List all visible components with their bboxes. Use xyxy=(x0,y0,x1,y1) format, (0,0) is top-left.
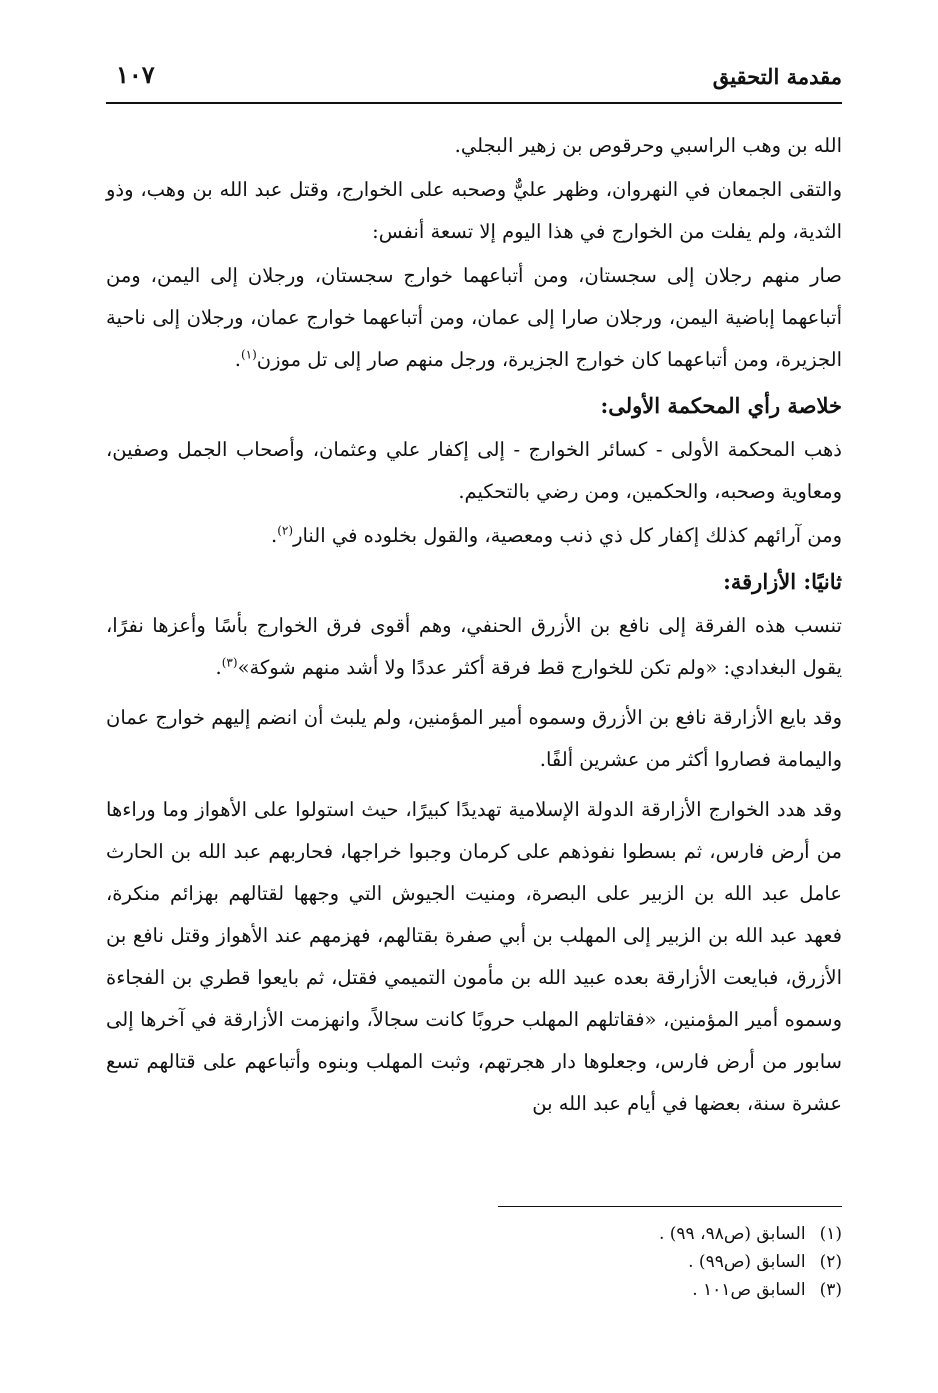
footnote xyxy=(442,1220,842,1248)
paragraph-text: صار منهم رجلان إلى سجستان، ومن أتباعهما خوارج سجستان، ورجلان إلى اليمن، ومن أتباعهما إباضية اليمن، ورجلان صارا إلى عمان، ومن أتباعهما خوارج عمان، ورجلان إلى ناحية الجزيرة، ومن أتباعهما كان خوارج الجزيرة، ورجل منهم صار إلى تل موزن xyxy=(106,264,842,371)
section-heading: خلاصة رأي المحكمة الأولى: xyxy=(600,393,842,418)
footnote-ref: (٣) xyxy=(221,655,238,670)
paragraph: وقد بايع الأزارقة نافع بن الأزرق وسموه أمير المؤمنين، ولم يلبث أن انضم إليهم خوارج عمان واليمامة فصاروا أكثر من عشرين ألفًا. xyxy=(106,706,842,771)
paragraph-text: تنسب هذه الفرقة إلى نافع بن الأزرق الحنفي، وهم أقوى فرق الخوارج بأسًا وأعزها نفرًا، يقول البغدادي: «ولم تكن للخوارج قط فرقة أكثر عددًا ولا أشد منهم شوكة» xyxy=(106,614,842,679)
paragraph: الله بن وهب الراسبي وحرقوص بن زهير البجلي. xyxy=(454,134,842,157)
footnote-number: (١) xyxy=(819,1224,842,1244)
footnote-text: السابق (ص٩٨، ٩٩) . xyxy=(658,1224,806,1244)
paragraph-text: ومن آرائهم كذلك إكفار كل ذي ذنب ومعصية، والقول بخلوده في النار xyxy=(293,524,842,547)
header-title: مقدمة التحقيق xyxy=(712,64,842,89)
paragraph-end: . xyxy=(271,524,278,547)
footnote-separator xyxy=(498,1206,842,1207)
footnote-text: السابق ص١٠١ . xyxy=(692,1280,806,1300)
footnote-text: السابق (ص٩٩) . xyxy=(688,1252,806,1272)
section-heading: ثانيًا: الأزارقة: xyxy=(723,569,842,594)
footnote-ref: (٢) xyxy=(277,523,294,538)
page-number: ١٠٧ xyxy=(116,60,155,89)
body-text xyxy=(106,125,842,1133)
running-header xyxy=(106,58,842,104)
footnotes xyxy=(442,1220,842,1304)
footnote xyxy=(442,1248,842,1276)
paragraph-end: . xyxy=(234,348,241,371)
paragraph: والتقى الجمعان في النهروان، وظهر عليٌّ وصحبه على الخوارج، وقتل عبد الله بن وهب، وذو الثدية، ولم يفلت من الخوارج في هذا اليوم إلا تسعة أنفس: xyxy=(106,178,842,243)
paragraph xyxy=(106,255,842,381)
footnote-number: (٢) xyxy=(819,1252,842,1272)
footnote-ref: (١) xyxy=(240,347,257,362)
paragraph xyxy=(106,515,842,557)
paragraph: وقد هدد الخوارج الأزارقة الدولة الإسلامية تهديدًا كبيرًا، حيث استولوا على الأهواز وما وراءها من أرض فارس، ثم بسطوا نفوذهم على كرمان وجبوا خراجها، فحاربهم عبد الله بن الحارث عامل عبد الله بن الزبير على البصرة، ومنيت الجيوش التي وجهها لقتالهم بهزائم منكرة، فعهد عبد الله بن الزبير إلى المهلب بن أبي صفرة بقتالهم، فهزمهم عند الأهواز وقتل نافع بن الأزرق، فبايعت الأزارقة بعده عبيد الله بن مأمون التميمي فقتل، ثم بايعوا قطري بن الفجاءة وسموه أمير المؤمنين، «فقاتلهم المهلب حروبًا كانت سجالاً، وانهزمت الأزارقة في آخرها إلى سابور من أرض فارس، وجعلوها دار هجرتهم، وثبت المهلب وبنوه وأتباعهم على قتالهم تسع عشرة سنة، بعضها في أيام عبد الله بن xyxy=(106,798,842,1115)
paragraph-end: . xyxy=(215,656,222,679)
footnote xyxy=(442,1276,842,1304)
paragraph xyxy=(106,605,842,689)
paragraph: ذهب المحكمة الأولى - كسائر الخوارج - إلى إكفار علي وعثمان، وأصحاب الجمل وصفين، ومعاوية وصحبه، والحكمين، ومن رضي بالتحكيم. xyxy=(106,438,842,503)
footnote-number: (٣) xyxy=(819,1280,842,1300)
